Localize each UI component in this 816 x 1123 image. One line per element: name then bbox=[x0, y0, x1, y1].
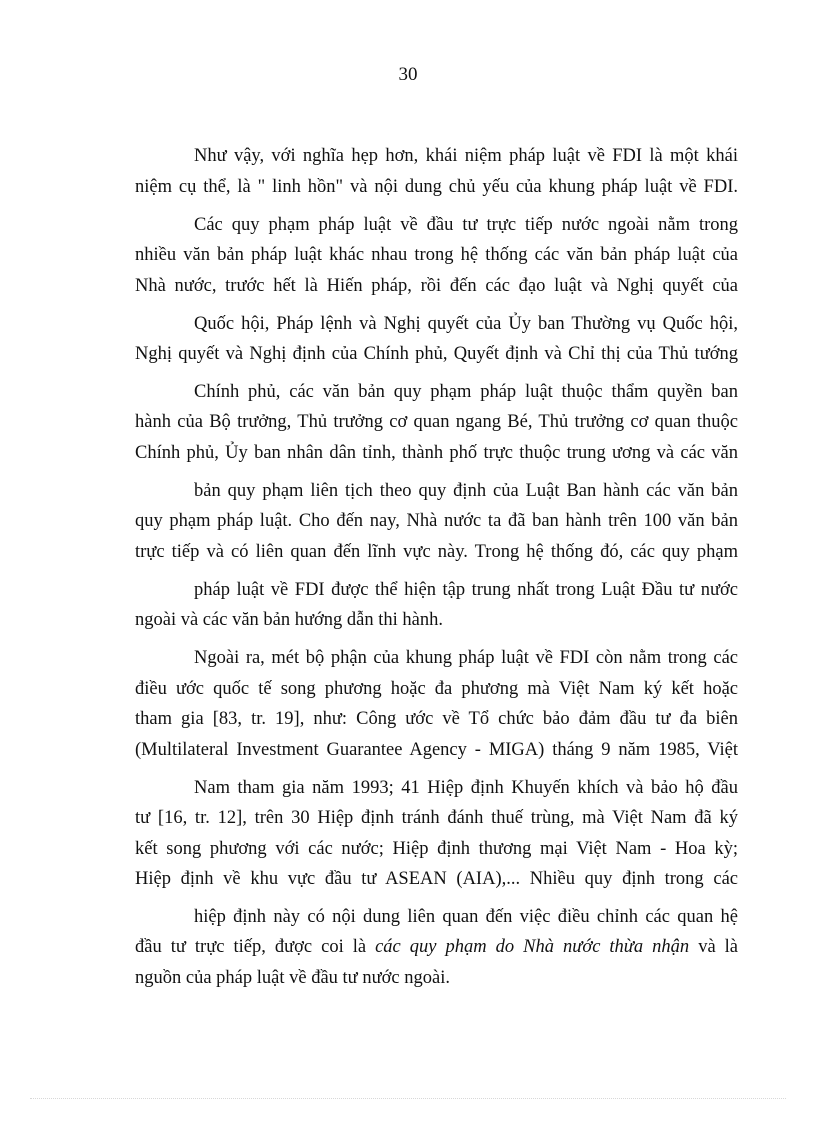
text-segment: và là bbox=[698, 937, 739, 957]
text-line: nhiều văn bản pháp luật khác nhau trong hệ thống các văn bản pháp luật của bbox=[135, 245, 738, 265]
text-line: tham gia [83, tr. 19], như: Công ước về Tổ chức bảo đảm đầu tư đa biên bbox=[135, 709, 738, 729]
text-line: điều ước quốc tế song phương hoặc đa phương mà Việt Nam ký kết hoặc bbox=[135, 679, 738, 699]
text-line: Hiệp định về khu vực đầu tư ASEAN (AIA),... Nhiều quy định trong các bbox=[135, 869, 738, 889]
text-line: Nhà nước, trước hết là Hiến pháp, rồi đến các đạo luật và Nghị quyết của bbox=[135, 276, 738, 296]
text-line: hành của Bộ trưởng, Thủ trưởng cơ quan ngang Bé, Thủ trưởng cơ quan thuộc bbox=[135, 412, 738, 432]
text-line: Chính phủ, Ủy ban nhân dân tỉnh, thành phố trực thuộc trung ương và các văn bbox=[135, 443, 738, 463]
text-line: Chính phủ, các văn bản quy phạm pháp luật thuộc thẩm quyền ban bbox=[194, 382, 738, 402]
text-line: Nghị quyết và Nghị định của Chính phủ, Quyết định và Chỉ thị của Thủ tướng bbox=[135, 344, 738, 364]
text-line: hiệp định này có nội dung liên quan đến việc điều chỉnh các quan hệ bbox=[194, 907, 738, 927]
text-line: kết song phương với các nước; Hiệp định thương mại Việt Nam - Hoa kỳ; bbox=[135, 839, 738, 859]
text-line: Nam tham gia năm 1993; 41 Hiệp định Khuyến khích và bảo hộ đầu bbox=[194, 778, 738, 798]
italic-phrase: các quy phạm do Nhà nước thừa nhận bbox=[375, 937, 690, 957]
text-line: Như vậy, với nghĩa hẹp hơn, khái niệm pháp luật về FDI là một khái bbox=[194, 146, 738, 166]
text-line: Quốc hội, Pháp lệnh và Nghị quyết của Ủy ban Thường vụ Quốc hội, bbox=[194, 314, 738, 334]
text-line: ngoài và các văn bản hướng dẫn thi hành. bbox=[135, 610, 444, 630]
page-bottom-edge bbox=[30, 1098, 786, 1099]
page-number: 30 bbox=[398, 64, 418, 85]
text-line: quy phạm pháp luật. Cho đến nay, Nhà nước ta đã ban hành trên 100 văn bản bbox=[135, 511, 738, 531]
text-line: Các quy phạm pháp luật về đầu tư trực tiếp nước ngoài nằm trong bbox=[194, 215, 738, 235]
text-line: (Multilateral Investment Guarantee Agency - MIGA) tháng 9 năm 1985, Việt bbox=[135, 740, 738, 760]
text-line bbox=[135, 935, 738, 959]
text-line: pháp luật về FDI được thể hiện tập trung nhất trong Luật Đầu tư nước bbox=[194, 580, 738, 600]
text-segment: đầu tư trực tiếp, được coi là bbox=[135, 937, 367, 957]
text-line: tư [16, tr. 12], trên 30 Hiệp định tránh đánh thuế trùng, mà Việt Nam đã ký bbox=[135, 808, 738, 828]
text-line: nguồn của pháp luật về đầu tư nước ngoài. bbox=[135, 968, 450, 988]
text-line: Ngoài ra, mét bộ phận của khung pháp luật về FDI còn nằm trong các bbox=[194, 648, 738, 668]
text-line: bản quy phạm liên tịch theo quy định của Luật Ban hành các văn bản bbox=[194, 481, 738, 501]
text-line: trực tiếp và có liên quan đến lĩnh vực này. Trong hệ thống đó, các quy phạm bbox=[135, 542, 738, 562]
text-line: niệm cụ thể, là " linh hồn" và nội dung chủ yếu của khung pháp luật về FDI. bbox=[135, 177, 738, 197]
